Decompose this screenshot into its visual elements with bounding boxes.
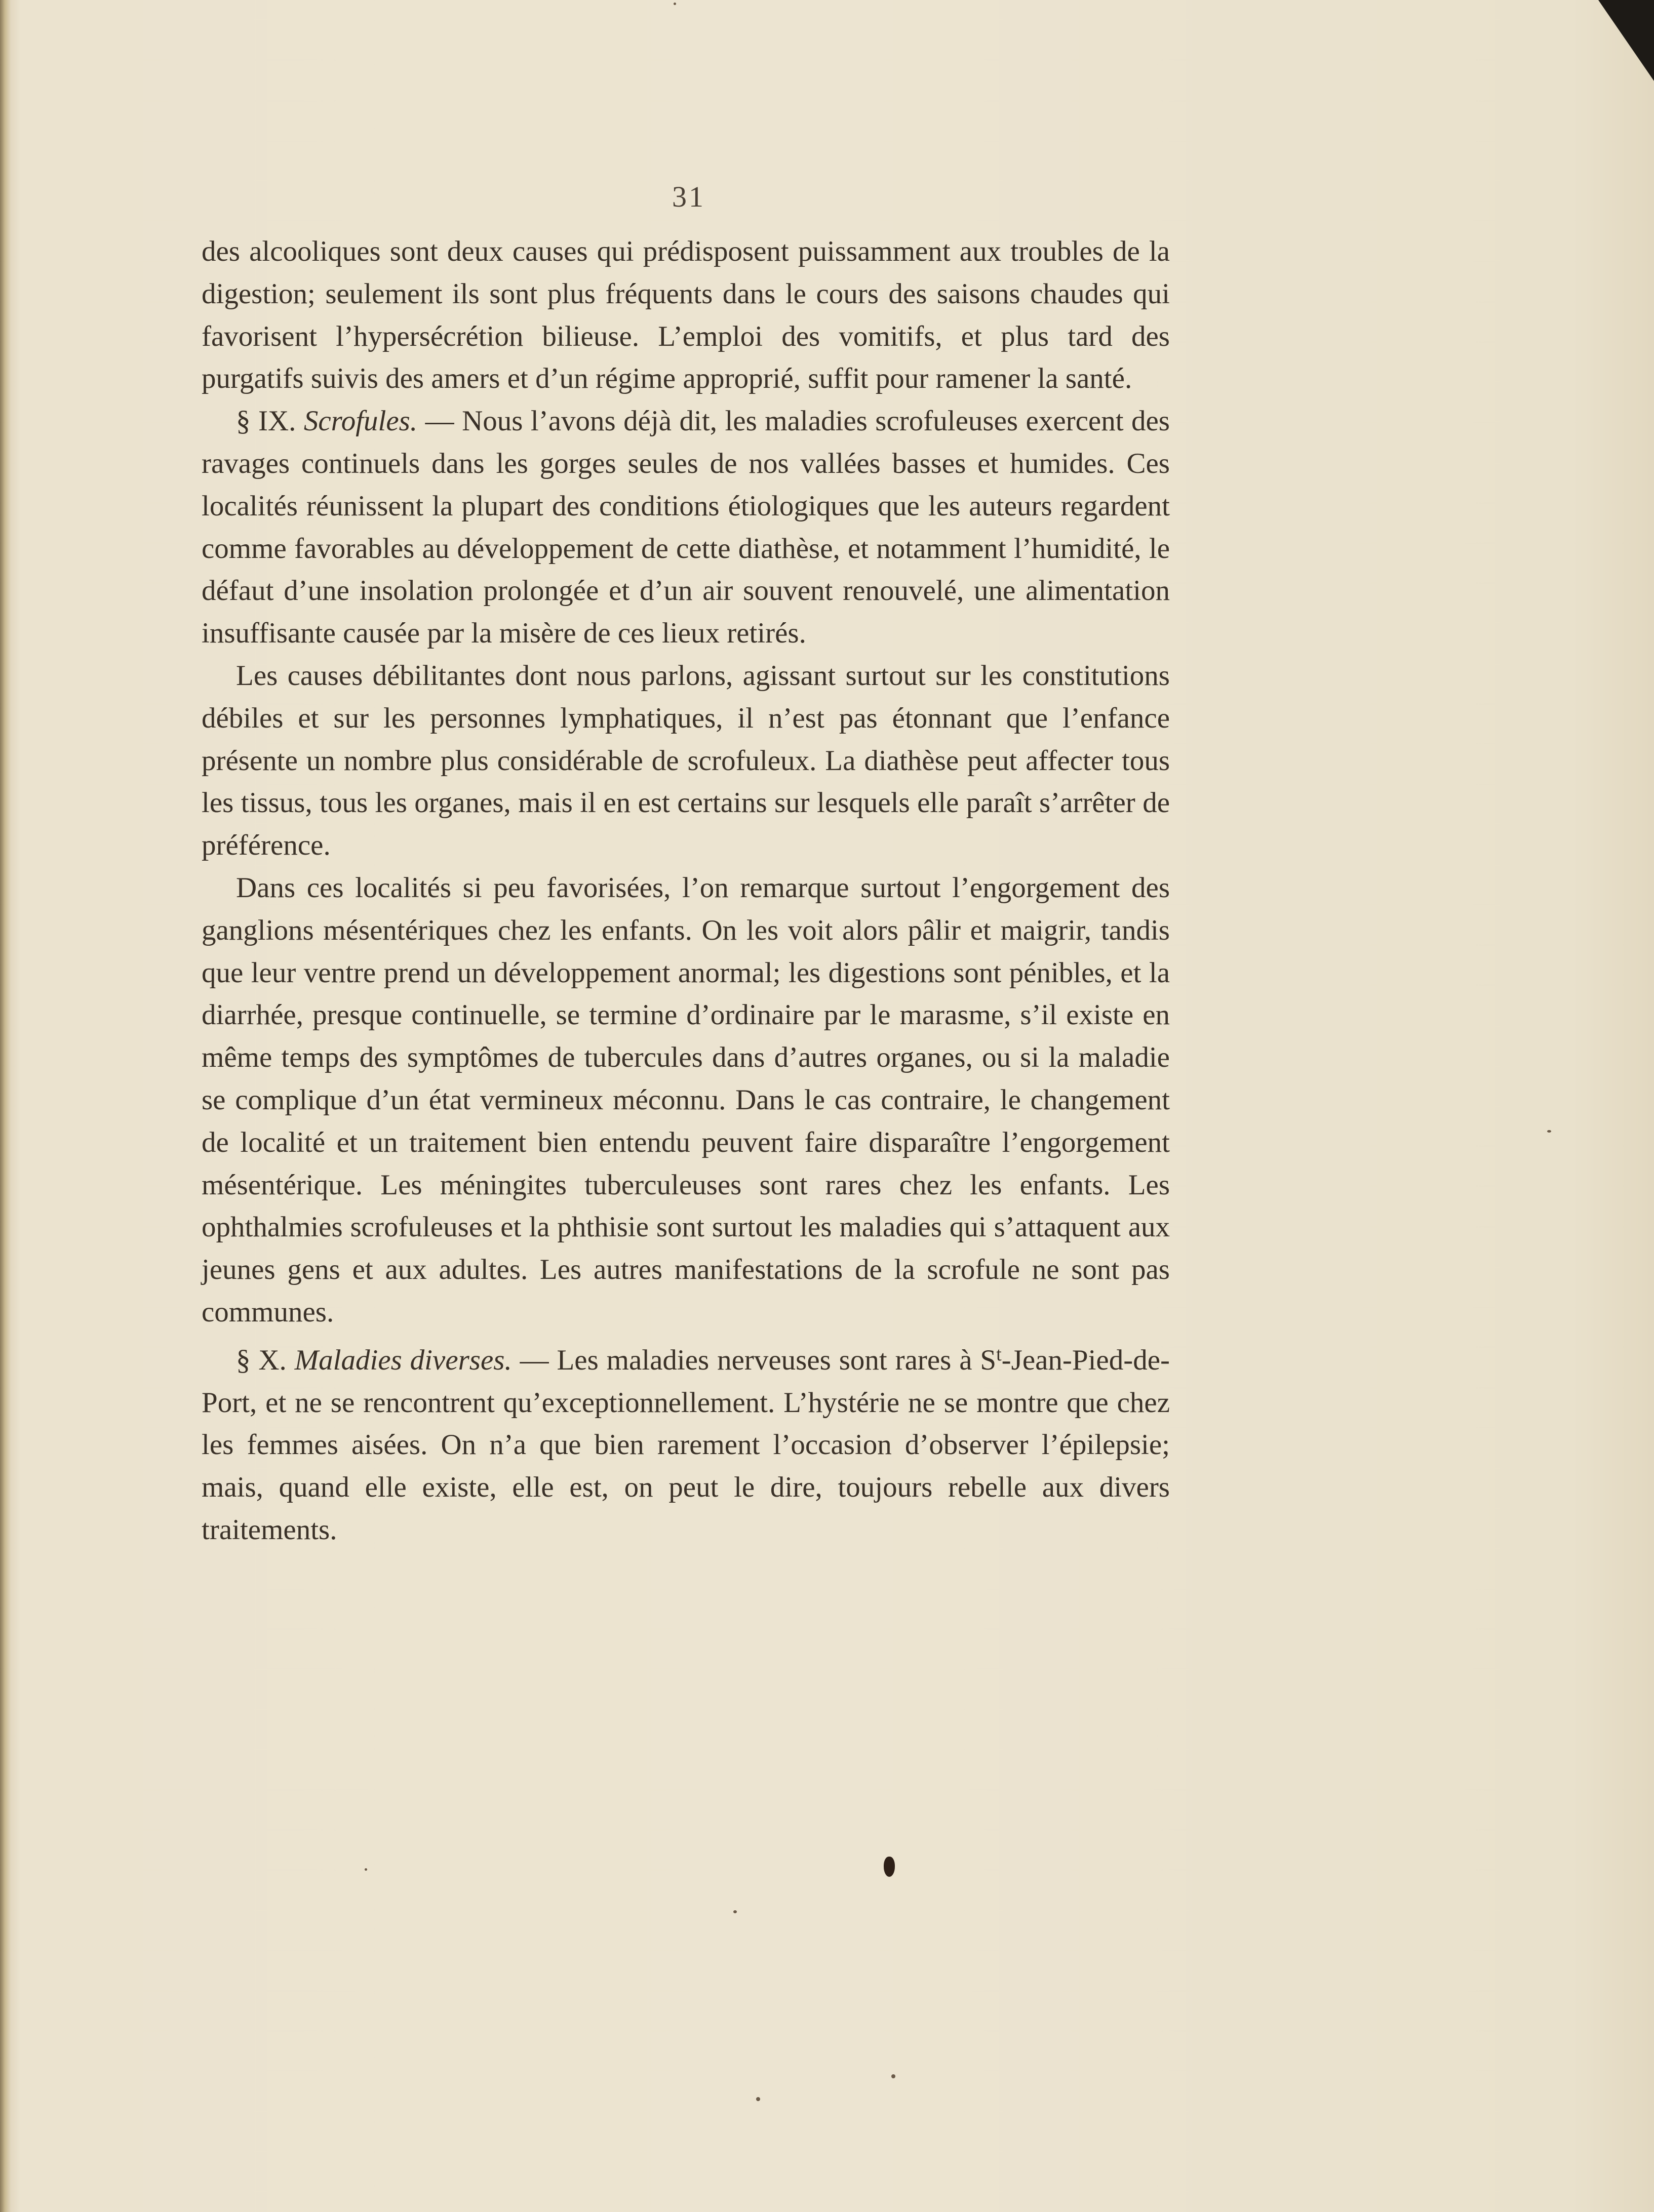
section-x-marker: § X.	[236, 1344, 295, 1376]
paragraph-5-text-a: — Les maladies nerveuses sont rares à S	[511, 1344, 997, 1376]
paper-speck	[674, 3, 676, 5]
paragraph-3-text: Les causes débilitantes dont nous parlons, agissant surtout sur les constitutions débiles et sur les personnes lymphatiques, il n’est pas étonnant que l’enfance présente un nombre plus considérable de scrofuleux. La diathèse peut affecter tous les tissus, tous les organes, mais il en est certains sur lesquels elle paraît s’arrêter de préférence.	[202, 659, 1170, 862]
paragraph-2	[202, 400, 1170, 655]
paragraph-5	[202, 1334, 1170, 1551]
paper-speck	[1547, 1130, 1551, 1133]
saint-abbreviation-superscript: t	[996, 1343, 1002, 1365]
paragraph-1	[202, 230, 1170, 400]
section-ix-title: Scrofules.	[303, 405, 418, 437]
body-text	[202, 230, 1170, 1551]
paragraph-4-text: Dans ces localités si peu favorisées, l’on remarque surtout l’engorgement des ganglions mésentériques chez les enfants. On les voit alors pâlir et maigrir, tandis que leur ventre prend un développement anormal; les digestions sont pénibles, et la diarrhée, presque continuelle, se termine d’ordinaire par le marasme, s’il existe en même temps des symptômes de tubercules dans d’autres organes, ou si la maladie se complique d’un état vermineux méconnu. Dans le cas contraire, le changement de localité et un traitement bien entendu peuvent faire disparaître l’engorgement mésentérique. Les méningites tuberculeuses sont rares chez les enfants. Les ophthalmies scrofuleuses et la phthisie sont surtout les maladies qui s’attaquent aux jeunes gens et aux adultes. Les autres manifestations de la scrofule ne sont pas communes.	[202, 871, 1170, 1328]
paragraph-3	[202, 655, 1170, 867]
paragraph-4	[202, 867, 1170, 1334]
section-ix-marker: § IX.	[236, 405, 304, 437]
section-x-title: Maladies diverses.	[294, 1344, 512, 1376]
paragraph-5-text-b: -Jean-Pied-de-Port, et ne se rencontrent qu’exceptionnellement. L’hystérie ne se montre que chez les femmes aisées. On n’a que bien rarement l’occasion d’observer l’épilepsie; mais, quand elle existe, elle est, on peut le dire, toujours rebelle aux divers traitements.	[202, 1344, 1170, 1546]
page-corner-shadow	[1598, 0, 1654, 81]
paper-speck	[733, 1910, 737, 1913]
paper-speck	[365, 1868, 367, 1871]
page-binding-edge	[0, 0, 11, 2212]
ink-blot	[884, 1857, 895, 1877]
paper-speck	[756, 2097, 760, 2101]
page-number: 31	[672, 180, 705, 213]
paragraph-2-text: — Nous l’avons déjà dit, les maladies scrofuleuses exercent des ravages continuels dans les gorges seules de nos vallées basses et humides. Ces localités réunissent la plupart des conditions étiologiques que les auteurs regardent comme favorables au développement de cette diathèse, et notamment l’humidité, le défaut d’une insolation prolongée et d’un air souvent renouvelé, une alimentation insuffisante causée par la misère de ces lieux retirés.	[202, 405, 1170, 650]
paragraph-1-text: des alcooliques sont deux causes qui prédisposent puissamment aux troubles de la digestion; seulement ils sont plus fréquents dans le cours des saisons chaudes qui favorisent l’hypersécrétion bilieuse. L’emploi des vomitifs, et plus tard des purgatifs suivis des amers et d’un régime approprié, suffit pour ramener la santé.	[202, 235, 1170, 395]
paper-speck	[891, 2074, 895, 2078]
